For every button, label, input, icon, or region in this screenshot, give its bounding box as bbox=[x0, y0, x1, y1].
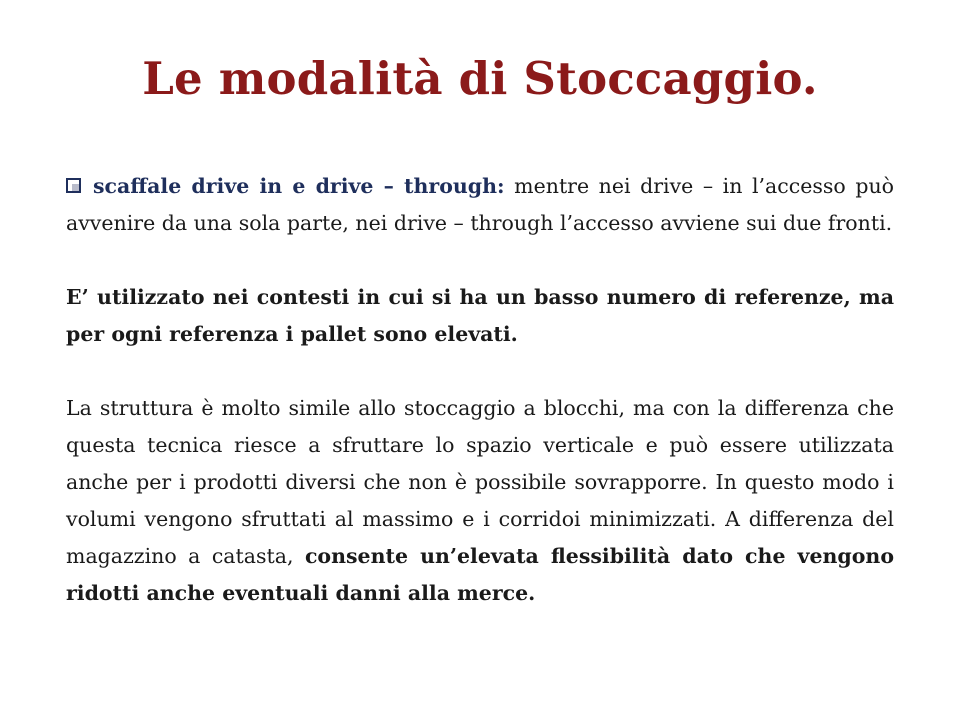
bullet-term: scaffale drive in e drive – through: bbox=[93, 174, 505, 198]
square-bullet-icon bbox=[66, 178, 81, 193]
structure-bold-text: consente un’elevata flessibilità dato che vengono ridotti anche eventuali danni alla merce. bbox=[66, 544, 894, 605]
usage-paragraph: E’ utilizzato nei contesti in cui si ha un basso numero di referenze, ma per ogni referenza i pallet sono elevati. bbox=[66, 285, 894, 346]
bullet-text: mentre nei drive – in l’accesso può avvenire da una sola parte, nei drive – through l’accesso avviene sui due fronti. bbox=[66, 174, 894, 235]
structure-paragraph bbox=[66, 390, 894, 612]
bullet-paragraph bbox=[66, 168, 894, 242]
slide-title: Le modalità di Stoccaggio. bbox=[142, 52, 818, 105]
slide-body bbox=[66, 168, 894, 649]
structure-text: La struttura è molto simile allo stoccaggio a blocchi, ma con la differenza che questa tecnica riesce a sfruttare lo spazio verticale e può essere utilizzata anche per i prodotti diversi che non è possibile sovrapporre. In questo modo i volumi vengono sfruttati al massimo e i corridoi minimizzati. A differenza del magazzino a catasta, bbox=[66, 396, 894, 568]
